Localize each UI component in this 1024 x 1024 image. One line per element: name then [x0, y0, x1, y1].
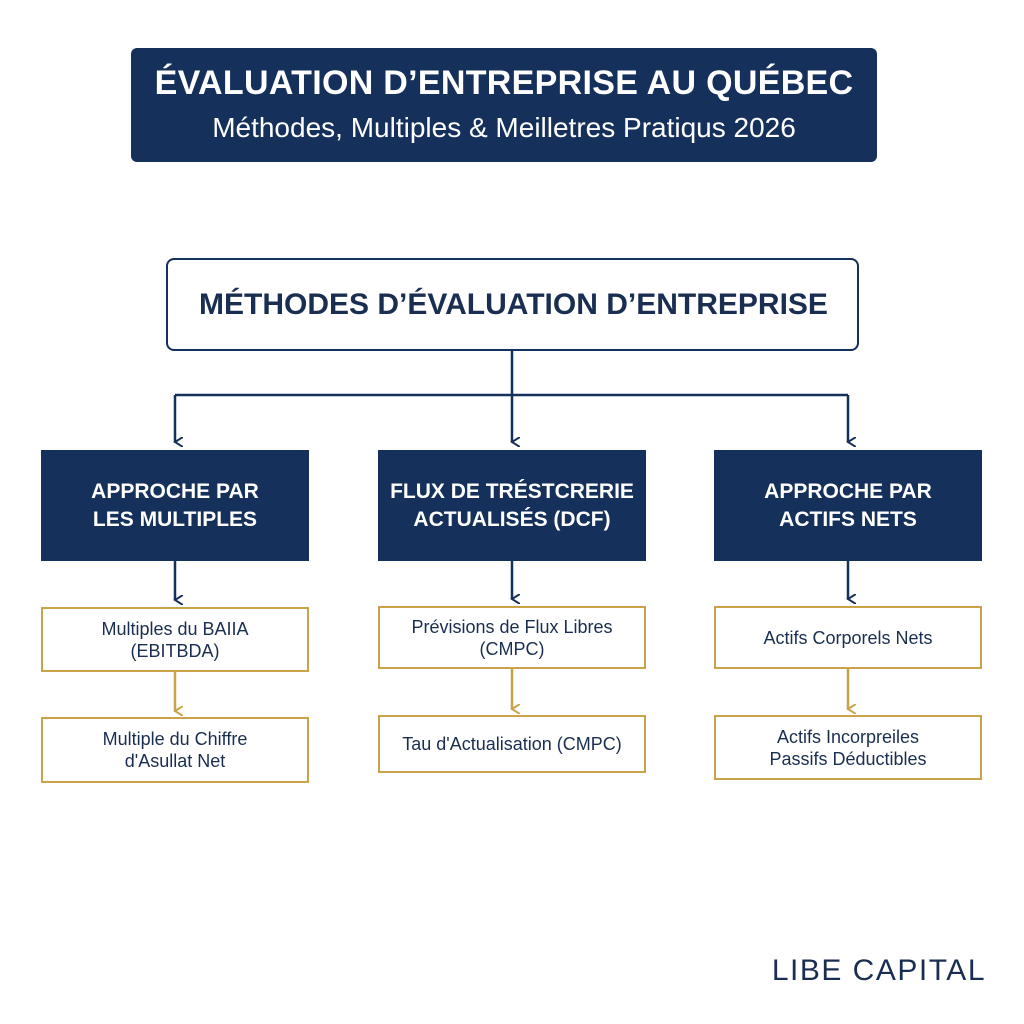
item-dcf-previsions-line1: Prévisions de Flux Libres: [411, 616, 613, 637]
page-subtitle: Méthodes, Multiples & Meilletres Pratiqus 2026: [212, 112, 796, 143]
category-actifs-nets-line1: APPROCHE PAR: [764, 479, 932, 503]
item-multiples-baiia: [41, 607, 309, 672]
category-actifs-nets-line2: ACTIFS NETS: [779, 507, 917, 531]
category-actifs-nets: [714, 450, 982, 561]
header-banner: [131, 48, 877, 162]
item-dcf-taux: [378, 715, 646, 773]
root-node-label: MÉTHODES D’ÉVALUATION D’ENTREPRISE: [199, 288, 828, 321]
category-multiples-line2: LES MULTIPLES: [92, 507, 258, 531]
category-dcf-line1: FLUX DE TRÉSTCRERIE: [390, 479, 634, 503]
item-actifs-corporels-line1: Actifs Corporels Nets: [763, 627, 933, 648]
category-multiples: [41, 450, 309, 561]
item-actifs-incorporels: [714, 715, 982, 780]
category-dcf: [378, 450, 646, 561]
item-multiples-chiffre-line2: d'Asullat Net: [124, 751, 226, 771]
category-multiples-line1: APPROCHE PAR: [91, 479, 259, 503]
item-actifs-corporels: [714, 606, 982, 669]
item-dcf-previsions: [378, 606, 646, 669]
brand-logo-text: LIBE CAPITAL: [771, 954, 986, 987]
category-dcf-line2: ACTUALISÉS (DCF): [413, 507, 611, 531]
item-dcf-previsions-line2: (CMPC): [479, 638, 545, 659]
page-title: ÉVALUATION D’ENTREPRISE AU QUÉBEC: [154, 64, 854, 102]
item-multiples-chiffre: [41, 717, 309, 783]
item-multiples-chiffre-line1: Multiple du Chiffre: [102, 729, 248, 749]
item-dcf-taux-line1: Tau d'Actualisation (CMPC): [402, 734, 622, 754]
item-actifs-incorporels-line1: Actifs Incorpreiles: [776, 726, 920, 747]
item-multiples-baiia-line1: Multiples du BAIIA: [101, 618, 249, 639]
item-actifs-incorporels-line2: Passifs Déductibles: [769, 748, 927, 769]
item-multiples-baiia-line2: (EBITBDA): [130, 640, 220, 661]
root-node: [166, 258, 859, 351]
